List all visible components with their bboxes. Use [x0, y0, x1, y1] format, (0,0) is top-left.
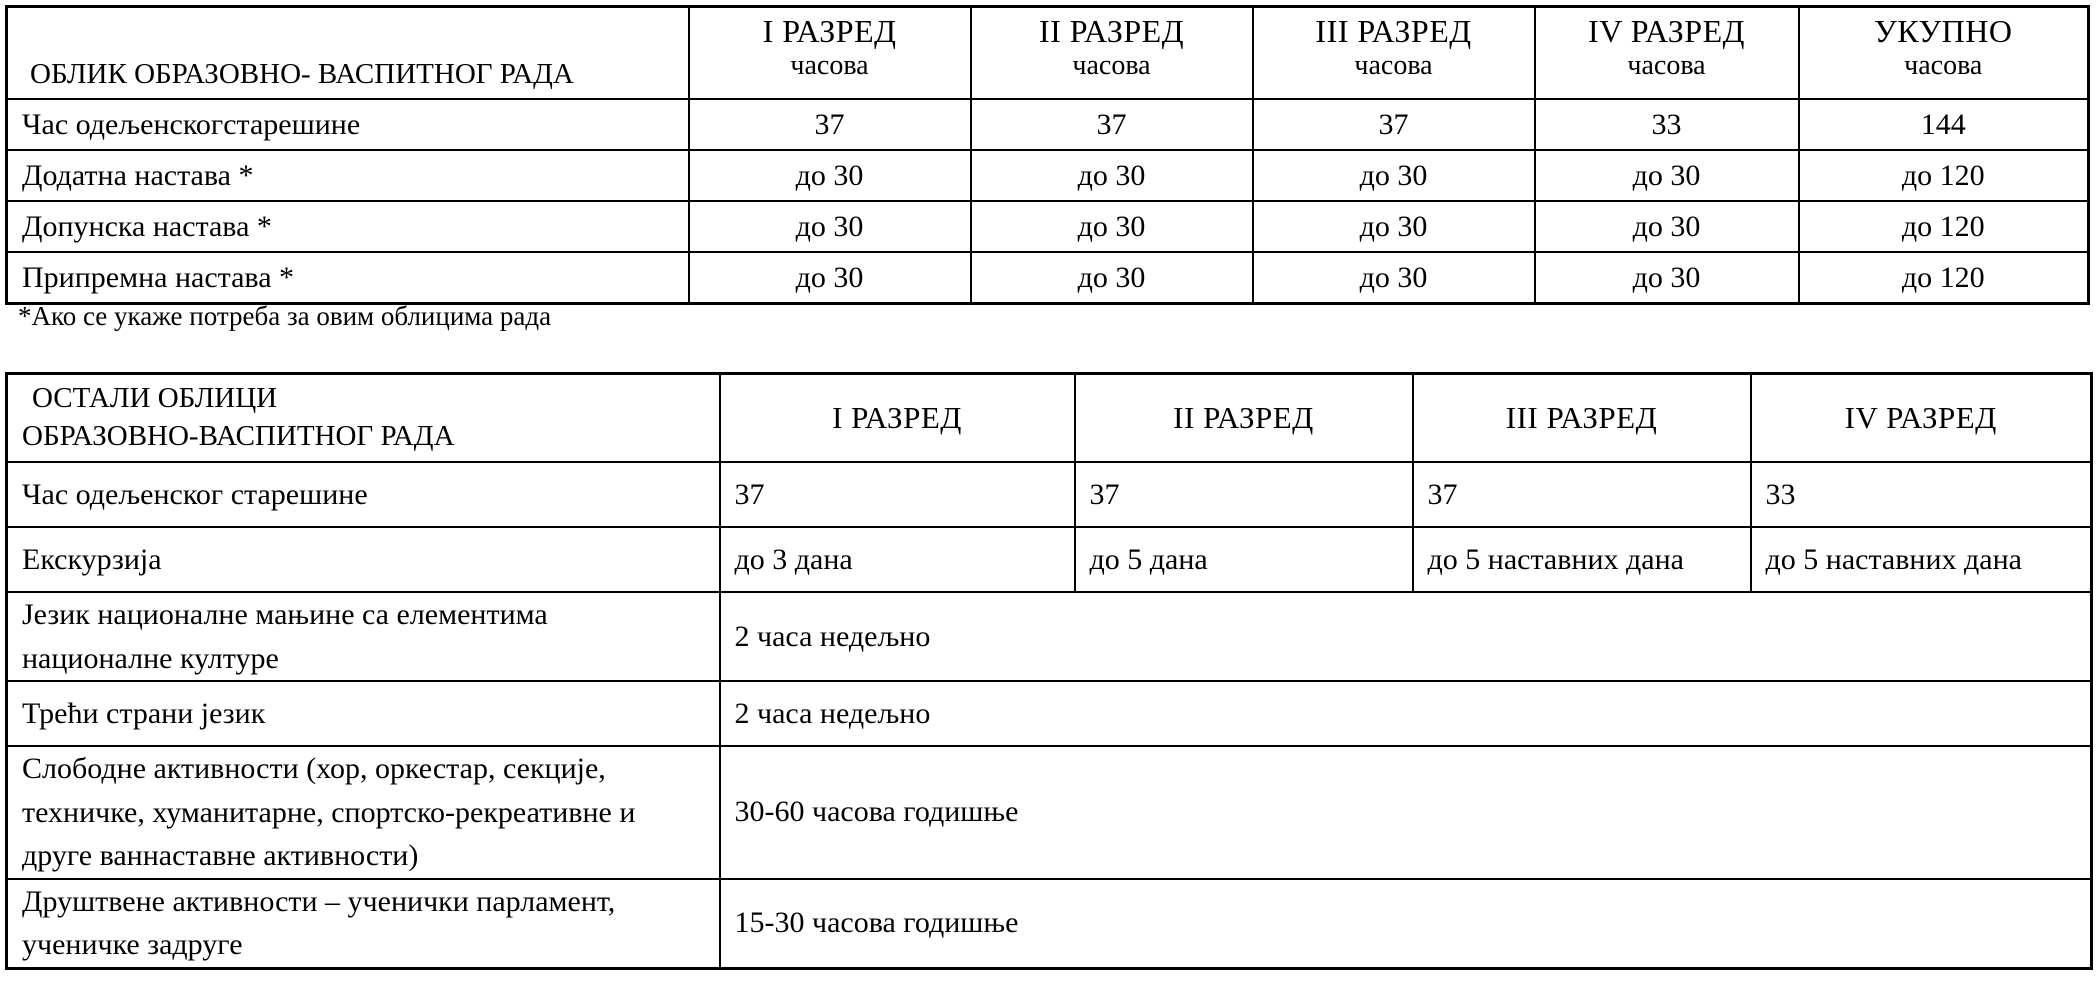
cell-value: до 120 [1799, 150, 2089, 201]
cell-value: 33 [1535, 99, 1799, 150]
row-label: Језик националне мањине са елементима националне културе [7, 592, 720, 681]
header-grade-3: III РАЗРЕД [1413, 374, 1751, 463]
cell-value: до 5 наставних дана [1751, 527, 2092, 592]
row-label: Припремна настава * [7, 252, 689, 304]
table-row [7, 462, 2092, 527]
cell-value: до 30 [1253, 150, 1535, 201]
cell-value: 37 [689, 99, 971, 150]
header-grade-4: IV РАЗРЕД часова [1535, 7, 1799, 100]
cell-value: до 30 [1535, 201, 1799, 252]
cell-value: 37 [971, 99, 1253, 150]
cell-value: 144 [1799, 99, 2089, 150]
cell-value: до 30 [1535, 150, 1799, 201]
table-row [7, 592, 2092, 681]
other-activities-table [5, 372, 2093, 970]
table-row [7, 746, 2092, 879]
cell-value: до 30 [1253, 201, 1535, 252]
table-row [7, 879, 2092, 969]
activities-hours-table [5, 5, 2090, 305]
cell-value: до 30 [689, 150, 971, 201]
footnote: *Ако се укаже потреба за овим облицима рада [18, 301, 552, 331]
header-grade-1: I РАЗРЕД [720, 374, 1075, 463]
cell-value: до 30 [1535, 252, 1799, 304]
row-label: Слободне активности (хор, оркестар, секције, техничке, хуманитарне, спортско-рекреативне и друге ваннаставне активности) [7, 746, 720, 879]
row-label: Екскурзија [7, 527, 720, 592]
cell-value: до 5 наставних дана [1413, 527, 1751, 592]
row-label: Друштвене активности – ученички парламент, ученичке задруге [7, 879, 720, 969]
row-label: Допунска настава * [7, 201, 689, 252]
cell-value: до 30 [689, 201, 971, 252]
header-other-activity-type: ОСТАЛИ ОБЛИЦИ ОБРАЗОВНО-ВАСПИТНОГ РАДА [7, 374, 720, 463]
header-grade-2: II РАЗРЕД часова [971, 7, 1253, 100]
cell-value: до 3 дана [720, 527, 1075, 592]
cell-value: до 30 [1253, 252, 1535, 304]
table-row [7, 150, 2089, 201]
cell-value: до 120 [1799, 201, 2089, 252]
cell-value: 37 [720, 462, 1075, 527]
merged-cell-value: 30-60 часова годишње [720, 746, 2092, 879]
header-grade-2: II РАЗРЕД [1075, 374, 1413, 463]
table-row [7, 527, 2092, 592]
header-grade-1: I РАЗРЕД часова [689, 7, 971, 100]
cell-value: 37 [1253, 99, 1535, 150]
header-grade-3: III РАЗРЕД часова [1253, 7, 1535, 100]
cell-value: 33 [1751, 462, 2092, 527]
header-grade-4: IV РАЗРЕД [1751, 374, 2092, 463]
table-row [7, 99, 2089, 150]
table-row [7, 681, 2092, 746]
cell-value: до 30 [689, 252, 971, 304]
merged-cell-value: 15-30 часова годишње [720, 879, 2092, 969]
cell-value: до 30 [971, 252, 1253, 304]
merged-cell-value: 2 часа недељно [720, 681, 2092, 746]
row-label: Трећи страни језик [7, 681, 720, 746]
cell-value: до 30 [971, 201, 1253, 252]
table-row [7, 252, 2089, 304]
row-label: Час одељенског старешине [7, 462, 720, 527]
cell-value: до 120 [1799, 252, 2089, 304]
table-header-row [7, 7, 2089, 100]
header-total: УКУПНО часова [1799, 7, 2089, 100]
row-label: Додатна настава * [7, 150, 689, 201]
cell-value: 37 [1075, 462, 1413, 527]
table-header-row [7, 374, 2092, 463]
header-activity-type: ОБЛИК ОБРАЗОВНО- ВАСПИТНОГ РАДА [7, 7, 689, 100]
row-label: Час одељенскогстарешине [7, 99, 689, 150]
table-row [7, 201, 2089, 252]
cell-value: до 30 [971, 150, 1253, 201]
cell-value: 37 [1413, 462, 1751, 527]
merged-cell-value: 2 часа недељно [720, 592, 2092, 681]
cell-value: до 5 дана [1075, 527, 1413, 592]
